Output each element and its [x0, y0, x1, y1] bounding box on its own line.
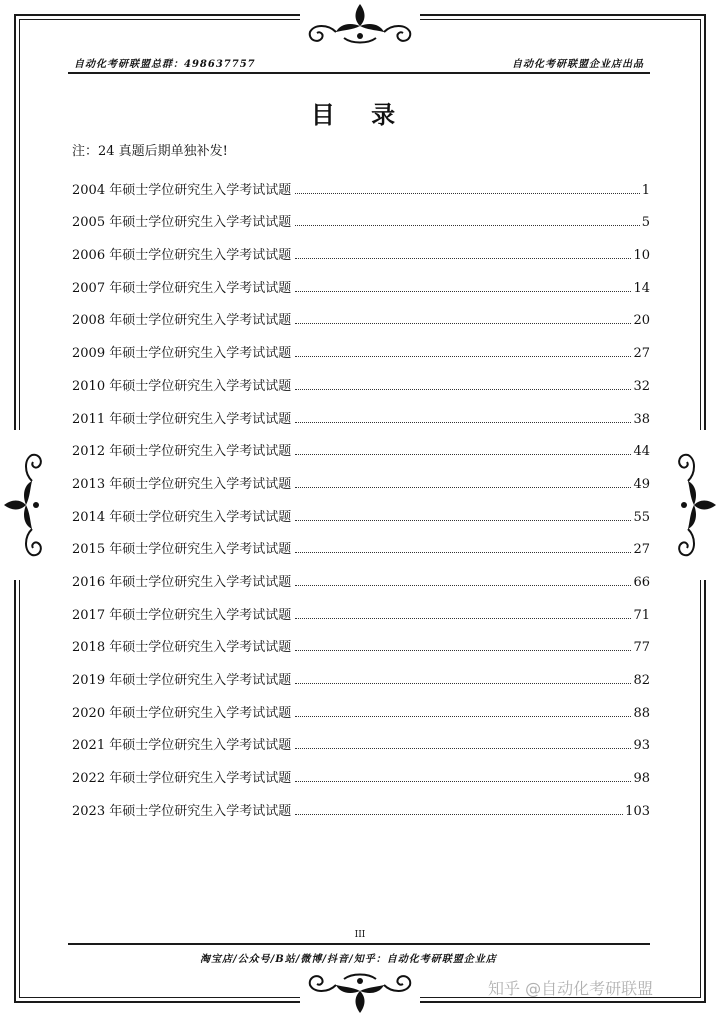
- toc-leader-dots: [295, 258, 631, 259]
- toc-leader-dots: [295, 323, 631, 324]
- toc-entry[interactable]: [72, 525, 650, 558]
- watermark: 知乎 @自动化考研联盟: [488, 979, 654, 998]
- toc-entry-page: 49: [633, 476, 650, 492]
- toc-entry-title: 2011 年硕士学位研究生入学考试试题: [72, 411, 292, 427]
- toc-entry-title: 2004 年硕士学位研究生入学考试试题: [72, 182, 292, 198]
- toc-entry-page: 82: [633, 673, 650, 688]
- toc-entry[interactable]: [72, 623, 650, 656]
- toc-entry[interactable]: [72, 296, 650, 329]
- toc-entry-page: 38: [633, 411, 650, 427]
- toc-leader-dots: [295, 422, 631, 423]
- toc-entry-title: 2017 年硕士学位研究生入学考试试题: [72, 607, 292, 623]
- toc-entry-title: 2008 年硕士学位研究生入学考试试题: [72, 313, 292, 329]
- toc-entry-page: 27: [633, 542, 650, 558]
- toc-entry-title: 2019 年硕士学位研究生入学考试试题: [72, 673, 292, 688]
- toc-entry-title: 2010 年硕士学位研究生入学考试试题: [72, 378, 292, 394]
- toc-leader-dots: [295, 520, 631, 521]
- toc-leader-dots: [295, 814, 623, 815]
- toc-entry-title: 2005 年硕士学位研究生入学考试试题: [72, 215, 292, 231]
- header-publisher: 自动化考研联盟企业店出品: [512, 59, 644, 70]
- toc-entry-page: 32: [633, 378, 650, 394]
- toc-entry[interactable]: [72, 590, 650, 623]
- toc-entry-page: 14: [633, 280, 650, 296]
- toc-entry[interactable]: [72, 230, 650, 263]
- page-number: III: [354, 930, 366, 940]
- bottom-flourish-ornament-icon: [300, 968, 420, 1017]
- toc-entry-page: 77: [633, 640, 650, 656]
- toc-entry[interactable]: [72, 263, 650, 296]
- toc-note: 注：24 真题后期单独补发!: [72, 144, 228, 159]
- top-flourish-ornament-icon: [300, 0, 420, 50]
- toc-leader-dots: [295, 193, 640, 194]
- toc-entry-title: 2020 年硕士学位研究生入学考试试题: [72, 705, 292, 721]
- toc-leader-dots: [295, 389, 631, 390]
- toc-entry-page: 1: [641, 182, 650, 198]
- toc-entry-title: 2022 年硕士学位研究生入学考试试题: [72, 771, 292, 787]
- toc-leader-dots: [295, 650, 631, 651]
- footer-text: 淘宝店/公众号/B站/微博/抖音/知乎：自动化考研联盟企业店: [200, 954, 497, 965]
- toc-entry-page: 44: [633, 444, 650, 460]
- toc-entry[interactable]: [72, 721, 650, 754]
- toc-entry-title: 2023 年硕士学位研究生入学考试试题: [72, 803, 292, 819]
- toc-leader-dots: [295, 585, 631, 586]
- toc-entry[interactable]: [72, 786, 650, 819]
- toc-leader-dots: [295, 454, 631, 455]
- toc-entry-page: 103: [625, 803, 650, 819]
- toc-entry[interactable]: [72, 361, 650, 394]
- header-divider: [68, 72, 650, 74]
- toc-entry-page: 5: [641, 215, 650, 231]
- toc-entry-title: 2013 年硕士学位研究生入学考试试题: [72, 476, 292, 492]
- toc-entry[interactable]: [72, 165, 650, 198]
- toc-entry-page: 71: [633, 607, 650, 623]
- toc-entry[interactable]: [72, 427, 650, 460]
- toc-entry[interactable]: [72, 655, 650, 688]
- toc-entry[interactable]: [72, 459, 650, 492]
- toc-entry-title: 2016 年硕士学位研究生入学考试试题: [72, 574, 292, 590]
- left-flourish-ornament-icon: [0, 430, 46, 580]
- page-title: 目 录: [310, 100, 410, 129]
- toc-leader-dots: [295, 748, 631, 749]
- toc-entry-page: 27: [633, 346, 650, 362]
- toc-entry[interactable]: [72, 753, 650, 786]
- toc-leader-dots: [295, 225, 640, 226]
- table-of-contents: [72, 165, 650, 819]
- toc-entry-title: 2015 年硕士学位研究生入学考试试题: [72, 542, 292, 558]
- toc-entry-title: 2006 年硕士学位研究生入学考试试题: [72, 248, 292, 264]
- toc-leader-dots: [295, 356, 631, 357]
- header-group-number: 自动化考研联盟总群：498637757: [74, 59, 256, 70]
- toc-entry-page: 98: [633, 771, 650, 787]
- toc-entry-page: 10: [633, 248, 650, 264]
- toc-leader-dots: [295, 716, 631, 717]
- toc-entry[interactable]: [72, 688, 650, 721]
- toc-leader-dots: [295, 618, 631, 619]
- toc-entry-page: 88: [633, 705, 650, 721]
- toc-leader-dots: [295, 683, 631, 684]
- toc-entry[interactable]: [72, 394, 650, 427]
- toc-leader-dots: [295, 781, 631, 782]
- toc-entry-page: 93: [633, 738, 650, 754]
- toc-entry[interactable]: [72, 198, 650, 231]
- toc-leader-dots: [295, 487, 631, 488]
- toc-entry[interactable]: [72, 328, 650, 361]
- toc-entry-title: 2012 年硕士学位研究生入学考试试题: [72, 444, 292, 460]
- toc-leader-dots: [295, 291, 631, 292]
- toc-entry-title: 2009 年硕士学位研究生入学考试试题: [72, 346, 292, 362]
- toc-entry-title: 2007 年硕士学位研究生入学考试试题: [72, 280, 292, 296]
- right-flourish-ornament-icon: [674, 430, 720, 580]
- toc-entry-page: 20: [633, 313, 650, 329]
- toc-entry-page: 66: [633, 574, 650, 590]
- toc-leader-dots: [295, 552, 631, 553]
- toc-entry-title: 2014 年硕士学位研究生入学考试试题: [72, 509, 292, 525]
- footer-divider: [68, 943, 650, 945]
- toc-entry-title: 2021 年硕士学位研究生入学考试试题: [72, 738, 292, 754]
- toc-entry[interactable]: [72, 492, 650, 525]
- toc-entry-page: 55: [633, 509, 650, 525]
- toc-entry[interactable]: [72, 557, 650, 590]
- toc-entry-title: 2018 年硕士学位研究生入学考试试题: [72, 640, 292, 656]
